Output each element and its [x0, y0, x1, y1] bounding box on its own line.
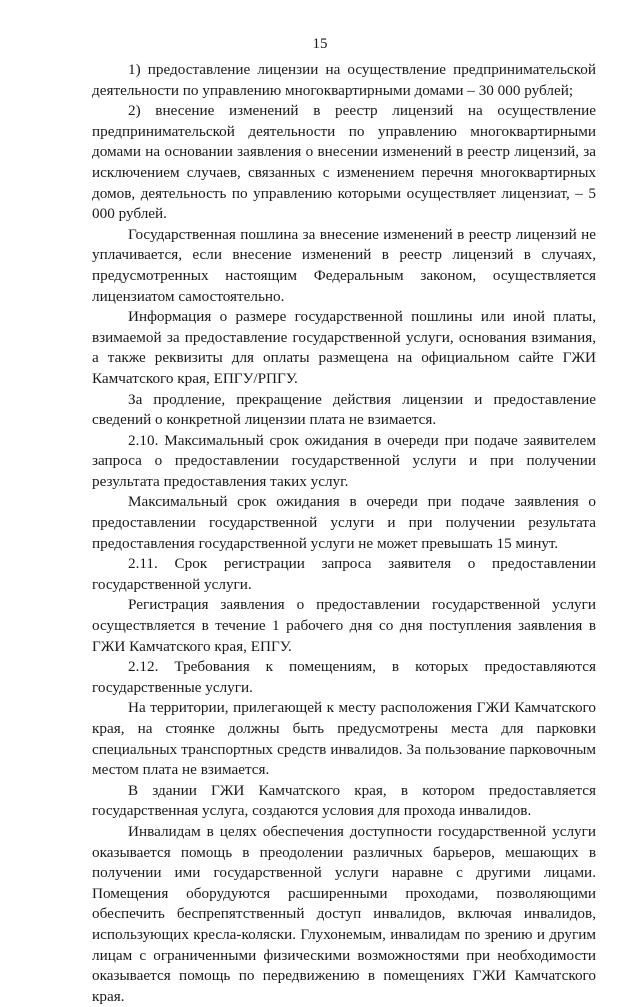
paragraph-section-2-10: 2.10. Максимальный срок ожидания в очереди при подаче заявителем запроса о предоставлении государственной услуги и при получении результата предоставления таких услуг. [92, 431, 596, 490]
paragraph-section-2-11: 2.11. Срок регистрации запроса заявителя о предоставлении государственной услуги. [92, 555, 596, 593]
paragraph-fee-license: 1) предоставление лицензии на осуществление предпринимательской деятельности по управлению многоквартирными домами – 30 000 рублей; [92, 61, 596, 99]
paragraph-fee-information: Информация о размере государственной пошлины или иной платы, взимаемой за предоставление государственной услуги, основания взимания, а также реквизиты для оплаты размещена на официальном сайте ГЖИ Камчатского края, ЕПГУ/РПГУ. [92, 308, 596, 387]
paragraph-fee-exemption: Государственная пошлина за внесение изменений в реестр лицензий не уплачивается, если внесение изменений в реестр лицензий в случаях, предусмотренных настоящим Федеральным законом, осуществляется лицензиатом самостоятельно. [92, 225, 596, 305]
paragraph-building-access: В здании ГЖИ Камчатского края, в котором предоставляется государственная услуга, создаются условия для прохода инвалидов. [92, 781, 596, 820]
document-body [92, 60, 596, 1007]
paragraph-no-fee: За продление, прекращение действия лицензии и предоставление сведений о конкретной лицензии плата не взимается. [92, 390, 596, 429]
paragraph-fee-registry-changes: 2) внесение изменений в реестр лицензий на осуществление предпринимательской деятельности по управлению многоквартирными домами на основании заявления о внесении изменений в реестр лицензий, за исключением случаев, связанных с изменением перечня многоквартирных домов, деятельность по управлению которыми осуществляет лицензиат, – 5 000 рублей. [92, 102, 596, 223]
paragraph-queue-time: Максимальный срок ожидания в очереди при подаче заявления о предоставлении государственной услуги и при получении результата предоставления государственной услуги не может превышать 15 минут. [92, 493, 596, 552]
paragraph-parking: На территории, прилегающей к месту расположения ГЖИ Камчатского края, на стоянке должны быть предусмотрены места для парковки специальных транспортных средств инвалидов. За пользование парковочным местом плата не взимается. [92, 699, 596, 779]
paragraph-disabled-assistance: Инвалидам в целях обеспечения доступности государственной услуги оказывается помощь в преодолении различных барьеров, мешающих в получении ими государственной услуги наравне с другими лицами. Помещения оборудуются расширенными проходами, позволяющими обеспечить беспрепятственный доступ инвалидов, включая инвалидов, использующих кресла-коляски. Глухонемым, инвалидам по зрению и другим лицам с ограниченными физическими возможностями при необходимости оказывается помощь по передвижению в помещениях ГЖИ Камчатского края. [92, 822, 596, 1005]
paragraph-registration-term: Регистрация заявления о предоставлении государственной услуги осуществляется в течение 1 рабочего дня со дня поступления заявления в ГЖИ Камчатского края, ЕПГУ. [92, 596, 596, 655]
page-number: 15 [312, 36, 328, 52]
paragraph-section-2-12: 2.12. Требования к помещениям, в которых предоставляются государственные услуги. [92, 658, 596, 696]
